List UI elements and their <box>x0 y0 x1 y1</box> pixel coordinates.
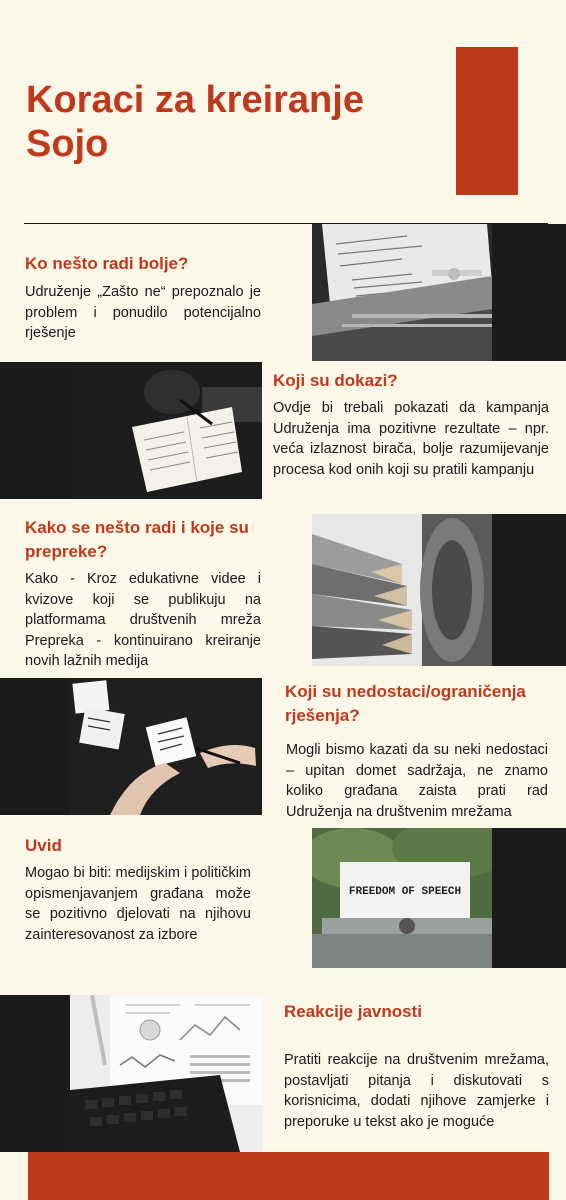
page-title: Koraci za kreiranje Sojo <box>26 79 364 165</box>
header-red-block <box>456 47 518 195</box>
section-4-heading: Koji su nedostaci/ograničenja rješenja? <box>285 682 526 725</box>
pencils-photo <box>312 514 492 666</box>
sticky-notes-photo <box>70 678 262 815</box>
section-1-text: Udruženje „Zašto ne“ prepoznalo je problem i ponudilo potencijalno rješenje <box>25 284 261 341</box>
typewriter-page-photo <box>312 224 492 361</box>
section-2-dark-block <box>0 362 72 499</box>
section-3-dark-block <box>492 514 566 666</box>
section-5-text: Mogao bi biti: medijskim i političkim opismenjavanjem građana može se pozitivno djelovati na njihovu zainteresovanost za izbore <box>25 865 251 943</box>
section-1-dark-block <box>488 224 566 361</box>
freedom-of-speech-photo <box>312 828 492 968</box>
writing-in-notebook-photo <box>72 362 262 499</box>
section-6-dark-block <box>0 995 70 1152</box>
section-1-heading: Ko nešto radi bolje? <box>25 254 189 273</box>
section-3-text: Kako - Kroz edukativne videe i kvizove koji se publikuju na platformama društvenih mreža Prepreka - kontinuirano kreiranje novih lažnih medija <box>25 571 261 669</box>
section-6-heading: Reakcije javnosti <box>284 1002 422 1021</box>
section-5-heading: Uvid <box>25 836 62 855</box>
section-6-text: Pratiti reakcije na društvenim mrežama, postavljati pitanja i diskutovati s korisnicima, dodati njihove zamjerke i preporuke u tekst ako je moguće <box>284 1052 549 1130</box>
section-3-heading: Kako se nešto radi i koje su prepreke? <box>25 518 249 561</box>
section-5-dark-block <box>490 828 566 968</box>
section-4-dark-block <box>0 678 70 815</box>
section-2-text: Ovdje bi trebali pokazati da kampanja Udruženja ima pozitivne rezultate – npr. veća izlaznost birača, bolje razumijevanje procesa kod onih koji su pratili kampanju <box>273 400 549 478</box>
section-2-heading: Koji su dokazi? <box>273 371 398 390</box>
section-4-text: Mogli bismo kazati da su neki nedostaci – upitan domet sadržaja, ne znamo koliko građana zaista prati rad Udruženja na društvenim mrežama <box>286 742 548 820</box>
charts-keyboard-photo <box>70 995 262 1152</box>
svg-text:FREEDOM OF SPEECH: FREEDOM OF SPEECH <box>348 886 462 898</box>
footer-red-bar <box>28 1152 549 1200</box>
